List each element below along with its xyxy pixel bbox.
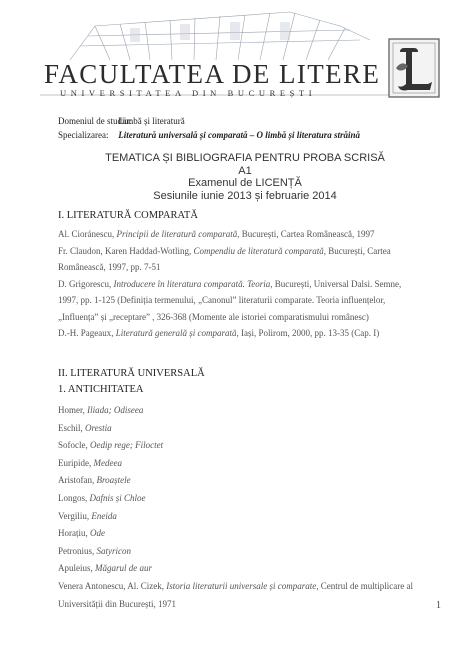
reference-continuation: 1997, pp. 1-125 (Definiția termenului, „Canonul” literaturii comparate. Teoria influențelor, xyxy=(58,295,386,305)
university-name: UNIVERSITATEA DIN BUCUREȘTI xyxy=(60,88,317,98)
domain-value: Limbă și literatură xyxy=(118,116,185,126)
page-number: 1 xyxy=(436,600,441,611)
title-line-2: Examenul de LICENȚĂ xyxy=(188,177,302,189)
faculty-logo xyxy=(388,38,440,98)
bibliography-list-antiquity xyxy=(58,402,442,613)
section-heading-comparative: I. LITERATURĂ COMPARATĂ xyxy=(58,210,198,221)
bibliography-list-comparative xyxy=(58,226,442,342)
reference-continuation: „Influența” și „receptare” , 326-368 (Momente ale istoriei comparatismului românesc) xyxy=(58,311,369,322)
reference-item: Venera Antonescu, Al. Cizek, Istoria literaturii universale și comparate, Centrul de multiplicare al xyxy=(58,580,413,591)
reference-item: Al. Cioránescu, Principii de literatură comparată, București, Cartea Românească, 1997 xyxy=(58,229,375,239)
work-item: Aristofan, Broaștele xyxy=(58,475,131,486)
document-title xyxy=(100,152,390,202)
work-item: Homer, Iliada; Odiseea xyxy=(58,405,144,415)
work-item: Petronius, Satyricon xyxy=(58,545,132,556)
work-item: Horațiu, Ode xyxy=(58,528,105,539)
study-meta xyxy=(58,114,360,142)
reference-continuation: Românească, 1997, pp. 7-51 xyxy=(58,262,161,272)
work-item: Apuleius, Măgarul de aur xyxy=(58,563,152,574)
specialization-value: Literatură universală și comparată – O limbă și literatura străină xyxy=(118,130,361,140)
reference-item: Fr. Claudon, Karen Haddad-Wotling, Compendiu de literatură comparată, București, Cartea xyxy=(58,245,391,256)
work-item: Eschil, Orestia xyxy=(58,422,112,433)
reference-continuation: Universității din București, 1971 xyxy=(58,598,176,609)
specialization-label: Specializarea: xyxy=(58,130,109,140)
subsection-heading-antiquity: 1. ANTICHITATEA xyxy=(58,384,144,395)
work-item: Vergiliu, Eneida xyxy=(58,510,117,521)
faculty-title: FACULTATEA DE LITERE xyxy=(44,59,381,89)
title-line-3: Sesiunile iunie 2013 și februarie 2014 xyxy=(153,189,337,202)
reference-item: D.-H. Pageaux, Literatură generală și comparată, Iași, Polirom, 2000, pp. 13-35 (Cap. I) xyxy=(58,328,380,338)
work-item: Longos, Dafnis și Chloe xyxy=(58,492,146,503)
reference-item: D. Grigorescu, Introducere în literatura comparată. Teoria, București, Universal Dalsi. Semne, xyxy=(58,278,402,289)
section-heading-universal: II. LITERATURĂ UNIVERSALĂ xyxy=(58,368,205,379)
title-line-1: TEMATICA ȘI BIBLIOGRAFIA PENTRU PROBA SCRISĂ A1 xyxy=(105,152,385,177)
work-item: Euripide, Medeea xyxy=(58,457,122,468)
domain-label: Domeniul de studiu: xyxy=(58,116,132,126)
work-item: Sofocle, Oedip rege; Filoctet xyxy=(58,440,164,451)
